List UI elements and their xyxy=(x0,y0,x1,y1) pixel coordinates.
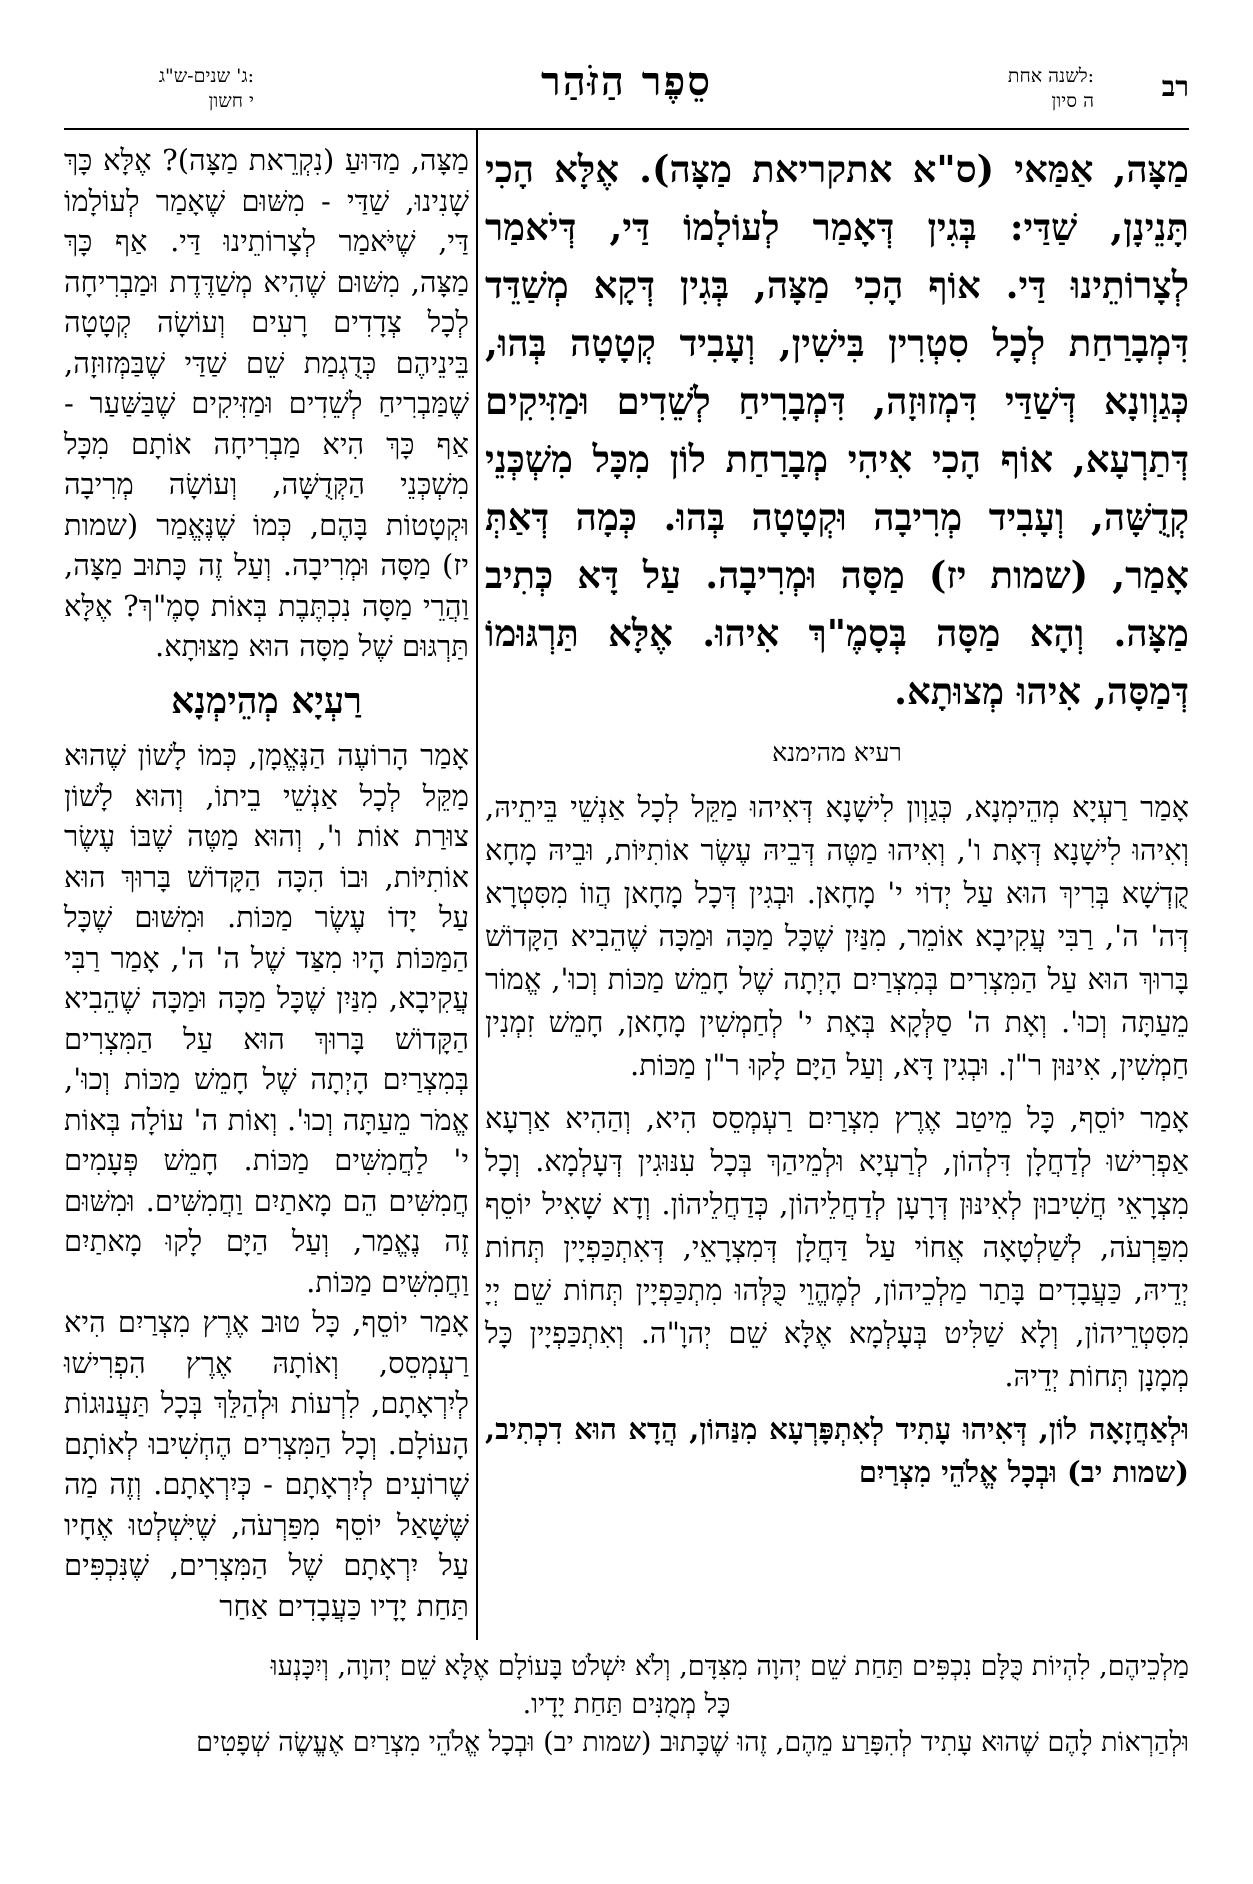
translation-paragraph-1: מַצָּה, מַדּוּעַ (נִקְרֵאת מַצָּה)? אֶלָּא כָּךְ שָׁנִינוּ, שַׁדַּי - מִשּׁוּם שֶׁאָמַר לְעוֹלָמוֹ דַּי, שֶׁיֹּאמַר לְצָרוֹתֵינוּ דַּי. אַף כָּךְ מַצָּה, מִשּׁוּם שֶׁהִיא מְשַׁדֶּדֶת וּמַבְרִיחָה לְכָל צְדָדִים רָעִים וְעוֹשָׂה קְטָטָה בֵּינֵיהֶם כְּדֻגְמַת שֵׁם שַׁדַּי שֶׁבַּמְּזוּזָה, שֶׁמַּבְרִיחַ לְשֵׁדִים וּמַזִּיקִים שֶׁבַּשַּׁעַר - אַף כָּךְ הִיא מַבְרִיחָה אוֹתָם מִכָּל מִשְׁכְּנֵי הַקְּדֻשָּׁה, וְעוֹשָׂה מְרִיבָה וּקְטָטוֹת בָּהֶם, כְּמוֹ שֶׁנֶּאֱמַר (שמות יז) מַסָּה וּמְרִיבָה. וְעַל זֶה כָּתוּב מַצָּה, וַהֲרֵי מַסָּה נִכְתֶּבֶת בְּאוֹת סָמֶ"ךְ? אֶלָּא תַּרְגּוּם שֶׁל מַסָּה הוּא מַצּוּתָא. xyxy=(64,143,469,663)
page-number: רב xyxy=(1161,70,1189,103)
column-divider xyxy=(476,130,478,1640)
header-right-line1: לשנה אחת: xyxy=(1007,65,1094,87)
main-paragraph-1: מַצָּה, אַמַּאי (ס"א אתקריאת מַצָּה). אֶלָּא הָכִי תָּנֵינָן, שַׁדַּי: בְּגִין דְּאָמַר לְעוֹלָמוֹ דַּי, דְּיֹאמַר לְצָרוֹתֵינוּ דַּי. אוֹף הָכִי מַצָּה, בְּגִין דְּקָא מְשַׁדֵּד דִּמְבָרַחַת לְכָל סִטְרִין בִּישִׁין, וְעָבִיד קְטָטָה בְּהוּ, כְּגַוְונָא דְּשַׁדַּי דִּמְזוּזָה, דִּמְבָרִיחַ לְשֵׁדִים וּמַזִּיקִים דְּתַרְעָא, אוֹף הָכִי אִיהִי מְבָרַחַת לוֹן מִכָּל מִשְׁכְּנֵי קְדֻשָּׁה, וְעָבִיד מְרִיבָה וּקְטָטָה בְּהוּ. כְּמָה דְּאַתְּ אָמַר, (שמות יז) מַסָּה וּמְרִיבָה. עַל דָּא כְּתִיב מַצָּה. וְהָא מַסָּה בְּסָמֶ"ךְ אִיהוּ. אֶלָּא תַּרְגּוּמוֹ דְּמַסָּה, אִיהוּ מְצוּתָא. xyxy=(485,147,1189,713)
translation-column xyxy=(64,140,469,1640)
translation-paragraph-3: אָמַר יוֹסֵף, כָּל טוּב אֶרֶץ מִצְרַיִם הִיא רַעְמְסֵס, וְאוֹתָהּ אֶרֶץ הִפְרִישׁוּ לְיִרְאָתָם, לִרְעוֹת וּלְהַלֵּךְ בְּכָל תַּעֲנוּגוֹת הָעוֹלָם. וְכָל הַמִּצְרִים הֶחְשִׁיבוּ לְאוֹתָם שֶׁרוֹעִים לְיִרְאָתָם - כְּיִרְאָתָם. וְזֶה מַה שֶּׁשָּׁאַל יוֹסֵף מִפַּרְעֹה, שֶׁיִּשְׁלְטוּ אֶחָיו עַל יִרְאָתָם שֶׁל הַמִּצְרִים, שֶׁנִּכְפִּים תַּחַת יָדָיו כַּעֲבָדִים אַחַר xyxy=(64,1305,469,1623)
bottom-line-2: כָּל מְמֻנִּים תַּחַת יָדָיו. xyxy=(522,1689,731,1720)
main-paragraph-3: אָמַר יוֹסֵף, כָּל מֵיטַב אֶרֶץ מִצְרַיִם רַעְמְסֵס הִיא, וְהַהִיא אַרְעָא אַפְרִישׁוּ לְדַחֲלָן דִּלְהוֹן, לְרַעְיָא וּלְמֵיהַךְ בְּכָל עִנּוּגִין דְּעָלְמָא. וְכָל מִצְרָאֵי חֲשִׁיבוּן לְאִינּוּן דְּרָעָן לְדַחֲלֵיהוֹן, כְּדַחֲלֵיהוֹן. וְדָא שָׁאִיל יוֹסֵף מִפַּרְעֹה, לְשַׁלְטָאָה אֲחוֹי עַל דַּחֲלָן דְּמִצְרָאֵי, דְּאִתְכַּפְיָין תְּחוֹת יְדֵיהּ, כַּעֲבָדִים בָּתַר מַלְכֵיהוֹן, לְמֶהֱוֵי כֻּלְּהוּ מִתְכַּפְיָין תְּחוֹת שֵׁם יְיָ מִסִּטְרֵיהוֹן, וְלָא שַׁלִּיט בְּעָלְמָא אֶלָּא שֵׁם יְהוָ"ה. וְאִתְכַּפְיָין כָּל מְמָנָן תְּחוֹת יְדֵיהּ. xyxy=(485,1101,1189,1393)
bottom-line-1: מַלְכֵיהֶם, לִהְיוֹת כֻּלָּם נִכְפִּים תַּחַת שֵׁם יְהוָה מִצִּדָּם, וְלֹא יִשְׁלֹט בָּעוֹלָם אֶלָּא שֵׁם יְהוָה, וְיִכָּנְעוּ xyxy=(270,1651,1189,1682)
main-paragraph-2: אָמַר רַעְיָא מְהֵימְנָא, כְּגַוְון לִישָׁנָא דְּאִיהוּ מַקֵּל לְכָל אַנְשֵׁי בֵּיתֵיהּ, וְאִיהוּ לִישָׁנָא דְּאָת ו', וְאִיהוּ מַטֶּה דְּבֵיהּ עֶשֶׂר אוֹתִיּוֹת, וּבֵיהּ מָחָא קֻדְשָׁא בְּרִיךְ הוּא עַל יְדוֹי י' מָחָאן. וּבְגִין דְּכָל מָחָאן הֲווֹ מִסִּטְרָא דְּה' ה', רַבִּי עֲקִיבָא אוֹמֵר, מִנַּיִן שֶׁכָּל מַכָּה וּמַכָּה שֶׁהֵבִיא הַקָּדוֹשׁ בָּרוּךְ הוּא עַל הַמִּצְרִים בְּמִצְרַיִם הָיְתָה שֶׁל חָמֵשׁ מַכּוֹת וְכוּ', אֱמוֹר מֵעַתָּה וְכוּ'. וְאָת ה' סַלְּקָא בְּאָת י' לְחַמְשִׁין מָחָאן, חָמֵשׁ זִמְנִין חַמְשִׁין, אִינּוּן ר"ן. וּבְגִין דָּא, וְעַל הַיָּם לָקוּ ר"ן מַכּוֹת. xyxy=(485,790,1189,1082)
main-section-heading: רעיא מהימנא xyxy=(772,738,902,767)
header-rule xyxy=(64,128,1189,130)
translation-paragraph-2: אָמַר הָרוֹעֶה הַנֶּאֱמָן, כְּמוֹ לָשׁוֹן שֶׁהוּא מַקֵּל לְכָל אַנְשֵׁי בֵיתוֹ, וְהוּא לָשׁוֹן צוּרַת אוֹת ו', וְהוּא מַטֶּה שֶׁבּוֹ עֶשֶׂר אוֹתִיּוֹת, וּבוֹ הִכָּה הַקָּדוֹשׁ בָּרוּךְ הוּא עַל יָדוֹ עֶשֶׂר מַכּוֹת. וּמִשּׁוּם שֶׁכָּל הַמַּכּוֹת הָיוּ מִצַּד שֶׁל ה' ה', אָמַר רַבִּי עֲקִיבָא, מִנַּיִן שֶׁכָּל מַכָּה וּמַכָּה שֶׁהֵבִיא הַקָּדוֹשׁ בָּרוּךְ הוּא עַל הַמִּצְרִים בְּמִצְרַיִם הָיְתָה שֶׁל חָמֵשׁ מַכּוֹת וְכוּ', אֱמֹר מֵעַתָּה וְכוּ'. וְאוֹת ה' עוֹלָה בְּאוֹת י' לַחֲמִשִּׁים מַכּוֹת. חָמֵשׁ פְּעָמִים חֲמִשִּׁים הֵם מָאתַיִם וַחֲמִשִּׁים. וּמִשּׁוּם זֶה נֶאֱמַר, וְעַל הַיָּם לָקוּ מָאתַיִם וַחֲמִשִּׁים מַכּוֹת. xyxy=(64,738,469,1299)
bottom-line-3: וּלְהַרְאוֹת לָהֶם שֶׁהוּא עָתִיד לְהִפָּרַע מֵהֶם, זֶהוּ שֶׁכָּתוּב (שמות יב) וּבְכָל אֱלֹהֵי מִצְרַיִם אֶעֱשֶׂה שְׁפָטִים xyxy=(196,1727,1189,1758)
header-left-block xyxy=(64,64,254,114)
header-right-line2: ה סיון xyxy=(1051,90,1094,112)
translation-section-heading: רַעְיָא מְהֵימְנָא xyxy=(171,679,362,722)
book-title: סֵפֶר הַזֹּהַר xyxy=(541,58,712,105)
bottom-translation-block xyxy=(64,1648,1189,1762)
page-header xyxy=(64,58,1189,128)
header-left-line2: י חשון xyxy=(208,90,254,112)
header-left-line1: ג' שנים-ש"ג: xyxy=(158,65,254,87)
main-paragraph-4: וּלְאַחֲזָאָה לוֹן, דְּאִיהוּ עָתִיד לְאִתְפָּרְעָא מִנַּהוֹן, הֲדָא הוּא דִכְתִיב, (שמות יב) וּבְכָל אֱלֹהֵי מִצְרַיִם xyxy=(485,1412,1189,1489)
main-zohar-column xyxy=(485,140,1189,1640)
